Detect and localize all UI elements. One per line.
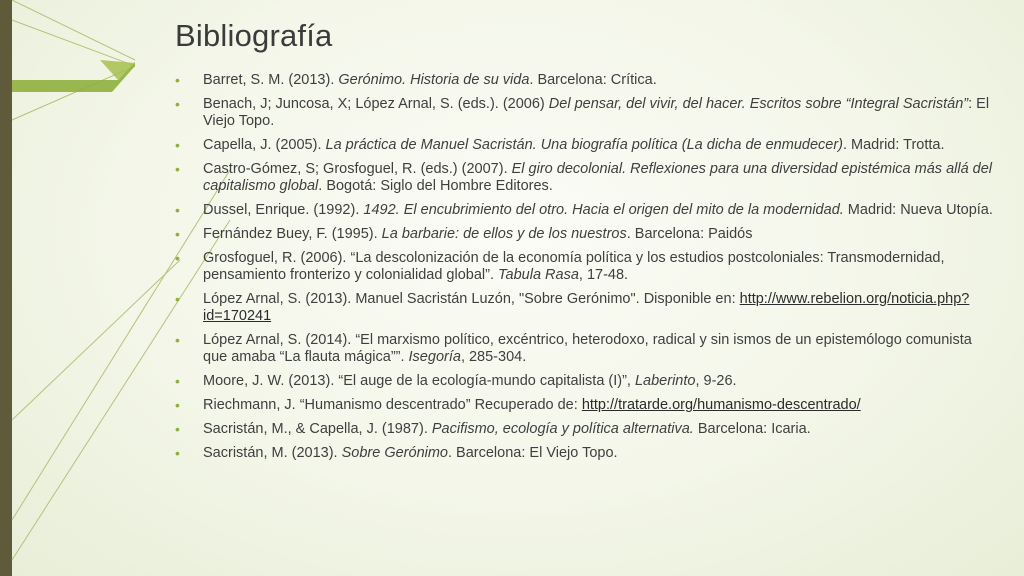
bibliography-list	[175, 72, 995, 469]
reference-item	[175, 373, 995, 390]
reference-text: . Barcelona: Crítica.	[529, 72, 657, 88]
reference-item	[175, 96, 995, 130]
reference-text: Riechmann, J. “Humanismo descentrado” Recuperado de:	[203, 397, 582, 413]
reference-text: : El Viejo Topo.	[203, 96, 990, 129]
reference-italic-text: Del pensar, del vivir, del hacer. Escritos sobre “Integral Sacristán”	[548, 96, 969, 112]
reference-item	[175, 137, 995, 154]
reference-text: Benach, J; Juncosa, X; López Arnal, S. (eds.). (2006)	[203, 96, 549, 112]
reference-italic-text: La barbarie: de ellos y de los nuestros	[381, 226, 627, 242]
reference-link[interactable]: http://tratarde.org/humanismo-descentrado/	[581, 397, 861, 413]
reference-text: Barcelona: Icaria.	[693, 421, 811, 437]
reference-text: . Bogotá: Siglo del Hombre Editores.	[318, 178, 553, 194]
reference-text: . Barcelona: Paidós	[626, 226, 753, 242]
reference-item	[175, 161, 995, 195]
reference-link[interactable]: http://www.rebelion.org/noticia.php?id=170241	[203, 291, 970, 324]
reference-text: Fernández Buey, F. (1995).	[203, 226, 382, 242]
reference-item	[175, 445, 995, 462]
reference-item	[175, 397, 995, 414]
reference-italic-text: 1492. El encubrimiento del otro. Hacia el origen del mito de la modernidad.	[363, 202, 844, 218]
reference-italic-text: Gerónimo. Historia de su vida	[338, 72, 530, 88]
reference-text: . Madrid: Trotta.	[842, 137, 945, 153]
reference-text: Sacristán, M. (2013).	[203, 445, 342, 461]
slide-title: Bibliografía	[175, 18, 333, 53]
reference-text: Moore, J. W. (2013). “El auge de la ecología-mundo capitalista (I)”,	[203, 373, 635, 389]
reference-text: Sacristán, M., & Capella, J. (1987).	[203, 421, 432, 437]
reference-text: , 17-48.	[578, 267, 629, 283]
reference-italic-text: Tabula Rasa	[498, 267, 579, 283]
reference-text: , 285-304.	[460, 349, 527, 365]
reference-item	[175, 421, 995, 438]
reference-text: . Barcelona: El Viejo Topo.	[448, 445, 618, 461]
reference-text: Grosfoguel, R. (2006). “La descolonización de la economía política y los estudios postcoloniales: Transmodernidad, pensamiento fronterizo y colonialidad global”.	[203, 250, 945, 283]
reference-item	[175, 291, 995, 325]
reference-italic-text: El giro decolonial. Reflexiones para una diversidad epistémica más allá del capitalismo global	[203, 161, 993, 194]
reference-text: López Arnal, S. (2013). Manuel Sacristán Luzón, "Sobre Gerónimo". Disponible en:	[203, 291, 740, 307]
reference-item	[175, 250, 995, 284]
reference-item	[175, 72, 995, 89]
reference-italic-text: La práctica de Manuel Sacristán. Una biografía política (La dicha de enmudecer)	[325, 137, 843, 153]
reference-text: Dussel, Enrique. (1992).	[203, 202, 364, 218]
reference-italic-text: Pacifismo, ecología y política alternativa.	[431, 421, 694, 437]
reference-text: , 9-26.	[695, 373, 737, 389]
reference-italic-text: Isegoría	[408, 349, 461, 365]
reference-text: Capella, J. (2005).	[203, 137, 326, 153]
reference-text: Castro-Gómez, S; Grosfoguel, R. (eds.) (2007).	[203, 161, 512, 177]
reference-italic-text: Sobre Gerónimo	[341, 445, 448, 461]
reference-item	[175, 226, 995, 243]
reference-item	[175, 332, 995, 366]
reference-text: Barret, S. M. (2013).	[203, 72, 339, 88]
reference-text: Madrid: Nueva Utopía.	[843, 202, 993, 218]
reference-item	[175, 202, 995, 219]
reference-text: López Arnal, S. (2014). “El marxismo político, excéntrico, heterodoxo, radical y sin ismos de un epistemólogo comunista que amaba “La flauta mágica””.	[203, 332, 972, 365]
reference-italic-text: Laberinto	[634, 373, 696, 389]
